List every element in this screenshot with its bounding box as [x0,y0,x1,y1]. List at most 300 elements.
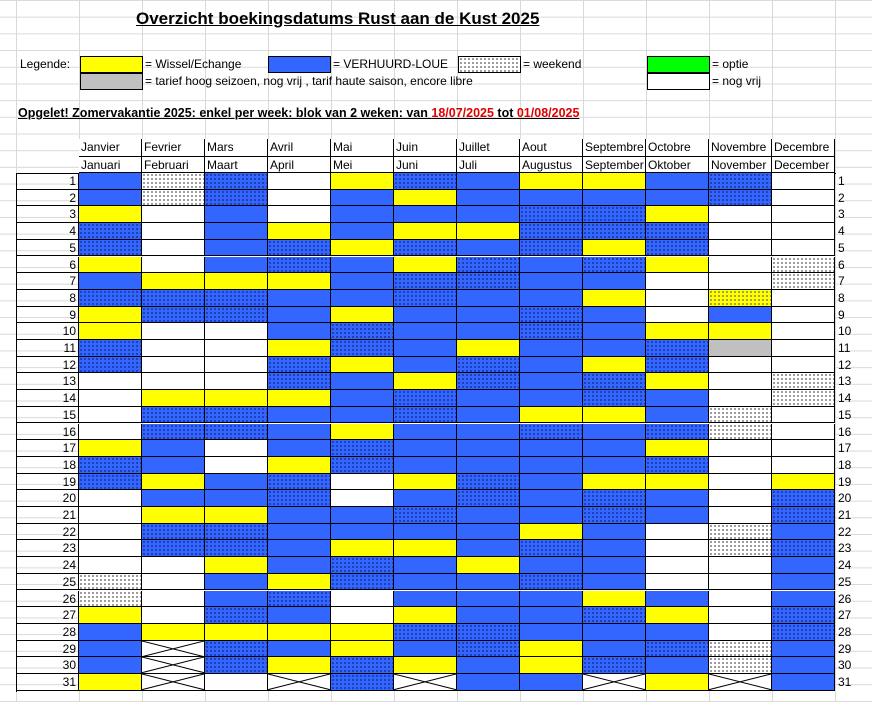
legend-text-weekend: = weekend [523,57,582,71]
day-cell [205,206,268,223]
day-cell [268,507,331,524]
day-cell [394,323,457,340]
day-cell [772,624,835,641]
day-cell [79,574,142,591]
day-cell [79,424,142,441]
day-cell [646,424,709,441]
day-cell [142,474,205,491]
day-cell [772,357,835,374]
day-cell [646,407,709,424]
month-header-nl: Januari [79,156,142,173]
day-cell [709,624,772,641]
day-number: 15 [16,407,79,424]
day-cell [709,440,772,457]
day-cell [331,591,394,608]
day-cell [331,357,394,374]
day-cell [520,490,583,507]
day-number-right: 15 [838,407,852,422]
day-cell [79,390,142,407]
day-cell [772,223,835,240]
day-cell [709,540,772,557]
day-cell [142,657,205,674]
day-cell [331,440,394,457]
day-cell [583,457,646,474]
day-number: 16 [16,424,79,441]
day-cell [394,457,457,474]
day-cell [268,373,331,390]
day-cell [646,524,709,541]
day-number: 25 [16,574,79,591]
day-number-right: 10 [838,324,852,339]
day-cell [268,307,331,324]
day-cell [394,223,457,240]
day-cell [79,323,142,340]
day-cell [646,574,709,591]
day-cell [583,340,646,357]
day-cell [520,273,583,290]
day-cell [268,390,331,407]
day-cell [709,490,772,507]
day-number-right: 2 [838,190,845,205]
day-cell [457,624,520,641]
day-cell [331,407,394,424]
day-cell [520,657,583,674]
no-day-cross-icon [142,641,204,657]
day-cell [709,641,772,658]
day-cell [79,357,142,374]
day-number: 14 [16,390,79,407]
day-cell [457,591,520,608]
day-cell [394,257,457,274]
day-cell [79,290,142,307]
day-cell [772,591,835,608]
day-cell [331,257,394,274]
calendar-grid-border [16,173,836,692]
day-cell [709,524,772,541]
day-cell [709,657,772,674]
day-cell [772,540,835,557]
day-number: 7 [16,273,79,290]
day-cell [646,206,709,223]
day-cell [394,574,457,591]
day-cell [79,657,142,674]
day-cell [79,407,142,424]
day-cell [268,240,331,257]
day-cell [457,173,520,190]
legend-text-nog-vrij: = nog vrij [712,74,762,88]
day-cell [205,273,268,290]
day-cell [331,223,394,240]
day-cell [142,223,205,240]
day-cell [646,457,709,474]
notice-to-date: 01/08/2025 [516,106,580,120]
day-cell [394,240,457,257]
day-number: 31 [16,674,79,691]
day-number: 24 [16,557,79,574]
day-cell [457,657,520,674]
day-cell [583,190,646,207]
day-cell [583,607,646,624]
day-cell [709,591,772,608]
day-cell [331,507,394,524]
day-cell [583,424,646,441]
day-cell [331,290,394,307]
day-cell [79,273,142,290]
day-cell [142,507,205,524]
day-cell [457,524,520,541]
no-day-cross-icon [709,674,771,690]
legend-text-optie: = optie [712,57,749,71]
day-cell [394,591,457,608]
day-number: 8 [16,290,79,307]
day-cell [142,457,205,474]
day-cell [772,424,835,441]
day-cell [520,674,583,691]
day-cell [79,257,142,274]
month-header-nl: April [268,156,331,173]
day-cell [331,206,394,223]
day-cell [457,607,520,624]
day-cell [142,290,205,307]
day-number: 29 [16,641,79,658]
day-cell [709,340,772,357]
day-cell [583,507,646,524]
day-cell [79,641,142,658]
day-cell [709,424,772,441]
day-number: 10 [16,323,79,340]
day-cell [205,591,268,608]
notice-prefix: Opgelet! Zomervakantie 2025: enkel per week: blok van 2 weken: van [18,106,432,120]
day-cell [142,524,205,541]
day-cell [646,307,709,324]
day-cell [142,307,205,324]
day-number-right: 12 [838,357,852,372]
day-cell [583,390,646,407]
day-cell [709,290,772,307]
day-cell [646,290,709,307]
day-cell [268,257,331,274]
day-cell [79,373,142,390]
day-number-right: 23 [838,541,852,556]
day-cell [520,574,583,591]
day-cell [457,390,520,407]
month-header-nl: September [583,156,646,173]
day-number-right: 16 [838,424,852,439]
day-cell [583,173,646,190]
day-number-right: 6 [838,257,845,272]
day-cell [646,674,709,691]
month-header-fr: Fevrier [142,139,205,156]
day-cell [646,490,709,507]
day-number: 22 [16,524,79,541]
day-cell [709,273,772,290]
month-header-fr: Janvier [79,139,142,156]
day-cell [709,173,772,190]
day-cell [709,390,772,407]
day-cell [394,540,457,557]
no-day-cross-icon [268,674,330,690]
day-cell [205,407,268,424]
day-cell [79,624,142,641]
day-number-right: 1 [838,174,845,188]
day-cell [583,524,646,541]
day-cell [331,373,394,390]
day-cell [457,507,520,524]
day-number: 26 [16,591,79,608]
day-cell [331,424,394,441]
day-number: 3 [16,206,79,223]
day-cell [268,557,331,574]
day-number-right: 17 [838,441,852,456]
day-cell [520,641,583,658]
day-cell [79,190,142,207]
day-cell [142,323,205,340]
day-cell [394,474,457,491]
day-cell [583,591,646,608]
day-cell [142,424,205,441]
day-cell [394,373,457,390]
month-header-fr: Decembre [772,139,835,156]
month-header-fr: Octobre [646,139,709,156]
day-cell [394,307,457,324]
day-cell [772,407,835,424]
day-cell [709,240,772,257]
day-cell [646,373,709,390]
day-cell [772,507,835,524]
day-number-right: 20 [838,491,852,506]
day-cell [583,373,646,390]
day-cell [268,674,331,691]
day-cell [79,240,142,257]
day-cell [583,474,646,491]
day-cell [205,557,268,574]
day-cell [394,674,457,691]
day-number: 20 [16,490,79,507]
day-cell [583,206,646,223]
day-cell [520,457,583,474]
day-cell [205,574,268,591]
day-cell [79,607,142,624]
day-cell [646,540,709,557]
day-cell [772,257,835,274]
day-cell [457,273,520,290]
month-header-nl: November [709,156,772,173]
day-cell [142,674,205,691]
day-cell [520,307,583,324]
day-cell [772,173,835,190]
month-header-nl: Augustus [520,156,583,173]
day-cell [205,373,268,390]
day-cell [205,641,268,658]
month-header-fr: Avril [268,139,331,156]
day-cell [268,223,331,240]
day-cell [331,490,394,507]
day-number-right: 14 [838,391,852,406]
day-cell [142,557,205,574]
day-cell [331,457,394,474]
day-cell [79,507,142,524]
day-cell [205,524,268,541]
day-cell [646,474,709,491]
day-cell [331,624,394,641]
day-cell [709,407,772,424]
day-cell [520,390,583,407]
day-cell [772,557,835,574]
month-header-nl: December [772,156,835,173]
day-cell [79,340,142,357]
day-number: 9 [16,307,79,324]
day-cell [268,357,331,374]
day-cell [205,674,268,691]
day-cell [646,390,709,407]
month-header-fr: Novembre [709,139,772,156]
day-cell [772,574,835,591]
day-cell [394,424,457,441]
day-cell [457,223,520,240]
day-cell [646,357,709,374]
day-cell [331,657,394,674]
day-cell [268,206,331,223]
day-number: 1 [16,173,79,190]
no-day-cross-icon [394,674,456,690]
day-cell [583,440,646,457]
legend-swatch-weekend [458,56,521,73]
day-number-right: 22 [838,524,852,539]
day-cell [520,557,583,574]
day-cell [268,474,331,491]
day-number-right: 4 [838,224,845,239]
day-cell [646,624,709,641]
day-cell [646,223,709,240]
day-number-right: 8 [838,290,845,305]
day-cell [205,457,268,474]
legend-swatch-hoog-seizoen [80,73,143,90]
day-cell [142,574,205,591]
day-cell [772,641,835,658]
day-cell [268,273,331,290]
month-header [79,139,835,172]
day-cell [394,507,457,524]
day-cell [268,407,331,424]
day-cell [457,290,520,307]
day-number: 30 [16,657,79,674]
day-number: 23 [16,540,79,557]
day-cell [520,357,583,374]
day-cell [268,641,331,658]
day-cell [268,323,331,340]
day-cell [709,373,772,390]
day-cell [520,240,583,257]
day-cell [772,524,835,541]
day-number-right: 25 [838,574,852,589]
day-cell [583,307,646,324]
day-cell [142,257,205,274]
day-cell [142,540,205,557]
day-cell [394,173,457,190]
day-cell [142,390,205,407]
day-cell [394,273,457,290]
day-cell [79,440,142,457]
day-cell [520,407,583,424]
day-cell [583,240,646,257]
day-cell [331,474,394,491]
day-cell [205,657,268,674]
day-cell [142,440,205,457]
day-cell [709,223,772,240]
day-cell [394,490,457,507]
day-number-right: 21 [838,508,852,522]
day-number: 11 [16,340,79,357]
day-cell [646,607,709,624]
day-cell [457,240,520,257]
day-cell [646,657,709,674]
day-cell [268,607,331,624]
day-cell [583,540,646,557]
day-number-right: 27 [838,608,852,623]
month-header-fr: Mai [331,139,394,156]
day-cell [709,457,772,474]
day-cell [520,323,583,340]
day-cell [457,190,520,207]
day-cell [709,206,772,223]
day-cell [457,340,520,357]
day-cell [331,307,394,324]
day-cell [268,490,331,507]
day-cell [79,557,142,574]
day-cell [205,540,268,557]
day-cell [646,641,709,658]
day-cell [709,507,772,524]
day-cell [268,340,331,357]
month-header-fr: Juillet [457,139,520,156]
legend-text-wissel: = Wissel/Echange [145,57,242,71]
day-cell [520,424,583,441]
day-cell [142,340,205,357]
page-title: Overzicht boekingsdatums Rust aan de Kust 2025 [136,9,540,28]
day-cell [79,173,142,190]
day-cell [394,657,457,674]
day-cell [79,490,142,507]
day-cell [205,323,268,340]
day-cell [142,173,205,190]
day-cell [331,173,394,190]
day-cell [268,591,331,608]
day-cell [772,273,835,290]
day-cell [772,240,835,257]
day-cell [79,524,142,541]
day-cell [646,173,709,190]
day-cell [520,373,583,390]
day-cell [205,490,268,507]
day-cell [394,357,457,374]
day-number-right: 19 [838,474,852,489]
day-number: 21 [16,507,79,524]
day-cell [331,607,394,624]
day-cell [268,540,331,557]
notice-from-date: 18/07/2025 [431,106,494,120]
day-cell [772,440,835,457]
day-cell [457,206,520,223]
day-cell [205,290,268,307]
day-cell [772,390,835,407]
day-cell [457,307,520,324]
day-cell [772,206,835,223]
day-cell [142,206,205,223]
day-cell [646,440,709,457]
legend-swatch-optie [647,56,710,73]
day-number: 27 [16,607,79,624]
day-cell [205,507,268,524]
